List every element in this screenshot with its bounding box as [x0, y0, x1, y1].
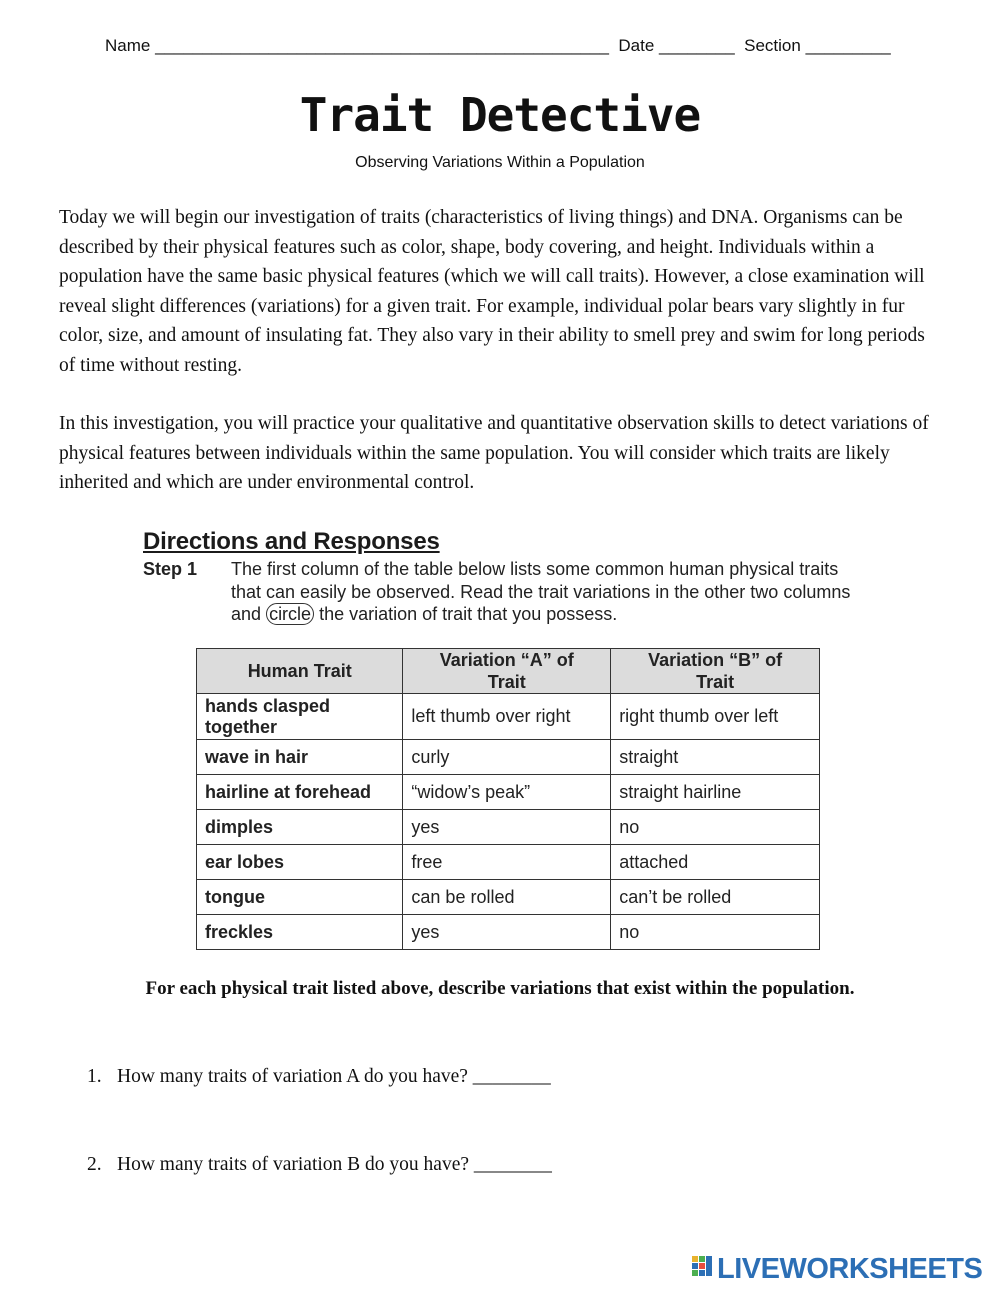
variation-b-cell[interactable]: straight hairline — [611, 775, 820, 810]
liveworksheets-logo-icon — [692, 1256, 714, 1282]
header-variation-a-text: Variation “A” of Trait — [439, 650, 574, 692]
table-row — [197, 694, 820, 740]
table-row — [197, 915, 820, 950]
header-variation-b-text: Variation “B” of Trait — [648, 650, 783, 692]
section-label: Section — [744, 36, 801, 55]
variation-b-cell[interactable]: can’t be rolled — [611, 880, 820, 915]
variation-b-cell[interactable]: no — [611, 810, 820, 845]
trait-cell: freckles — [197, 915, 403, 950]
table-row — [197, 845, 820, 880]
trait-cell: wave in hair — [197, 740, 403, 775]
trait-cell: hairline at forehead — [197, 775, 403, 810]
section-blank[interactable]: _________ — [805, 36, 891, 55]
page-subtitle: Observing Variations Within a Population — [355, 154, 645, 171]
instruction-text: For each physical trait listed above, describe variations that exist within the population. — [145, 978, 855, 999]
liveworksheets-brand[interactable] — [692, 1252, 982, 1286]
step-text — [231, 558, 863, 626]
step-text-before: The first column of the table below lists some common human physical traits that can easily be observed. Read the trait variations in the other two columns and — [231, 559, 851, 624]
variation-a-cell[interactable]: “widow’s peak” — [403, 775, 611, 810]
name-label: Name — [105, 36, 151, 55]
variation-a-cell[interactable]: yes — [403, 915, 611, 950]
date-blank[interactable]: ________ — [659, 36, 735, 55]
trait-cell: dimples — [197, 810, 403, 845]
table-row — [197, 810, 820, 845]
table-row — [197, 775, 820, 810]
header-fields — [105, 36, 945, 56]
variation-a-cell[interactable]: can be rolled — [403, 880, 611, 915]
circled-word: circle — [266, 603, 314, 625]
variation-a-cell[interactable]: curly — [403, 740, 611, 775]
question-text[interactable]: How many traits of variation A do you have? ________ — [117, 1066, 551, 1087]
header-variation-a — [403, 649, 611, 694]
question-2 — [87, 1154, 552, 1176]
page-title: Trait Detective — [299, 88, 701, 142]
header-variation-b — [611, 649, 820, 694]
variation-b-cell[interactable]: straight — [611, 740, 820, 775]
brand-name: LIVEWORKSHEETS — [717, 1252, 983, 1285]
table-row — [197, 880, 820, 915]
question-text[interactable]: How many traits of variation B do you have? ________ — [117, 1154, 552, 1175]
trait-cell: ear lobes — [197, 845, 403, 880]
step-text-after: the variation of trait that you possess. — [319, 604, 618, 624]
trait-cell: hands clasped together — [197, 694, 403, 740]
traits-table — [196, 648, 820, 950]
variation-a-cell[interactable]: left thumb over right — [403, 694, 611, 740]
question-number: 2. — [87, 1154, 102, 1175]
directions-block — [143, 528, 863, 626]
intro-paragraph: Today we will begin our investigation of traits (characteristics of living things) and DNA. Organisms can be described by their physical features such as color, shape, body covering, and height. Individuals within a population have the same basic physical features (which we will call traits). However, a close examination will reveal slight differences (variations) for a given trait. For example, individual polar bears vary slightly in fur color, size, and amount of insulating fat. They also vary in their ability to smell prey and swim for long periods of time without resting. — [59, 207, 925, 376]
variation-b-cell[interactable]: no — [611, 915, 820, 950]
step-1 — [143, 558, 863, 626]
variation-a-cell[interactable]: yes — [403, 810, 611, 845]
table-header-row — [197, 649, 820, 694]
table-row — [197, 740, 820, 775]
trait-cell: tongue — [197, 880, 403, 915]
directions-heading: Directions and Responses — [143, 528, 440, 555]
header-human-trait: Human Trait — [197, 649, 403, 694]
step-label: Step 1 — [143, 559, 198, 579]
variation-b-cell[interactable]: right thumb over left — [611, 694, 820, 740]
variation-b-cell[interactable]: attached — [611, 845, 820, 880]
question-number: 1. — [87, 1066, 102, 1087]
investigation-paragraph: In this investigation, you will practice your qualitative and quantitative observation skills to detect variations of physical features between individuals within the same population. You will consider which traits are likely inherited and which are under environmental control. — [59, 413, 929, 493]
variation-a-cell[interactable]: free — [403, 845, 611, 880]
name-blank[interactable]: ________________________________________________ — [155, 36, 609, 55]
question-1 — [87, 1066, 551, 1088]
date-label: Date — [618, 36, 655, 55]
